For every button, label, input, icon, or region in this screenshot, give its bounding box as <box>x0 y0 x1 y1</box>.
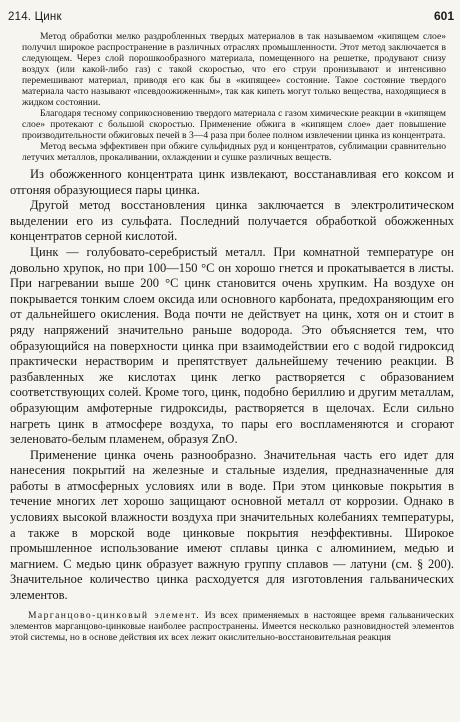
main-paragraph: Применение цинка очень разнообразно. Значительная часть его идет для нанесения покрытий на железные и стальные изделия, предназначенные для работы в атмосферных условиях или в воде. При этом цинковые покрытия в течение многих лет хорошо защищают основной металл от коррозии. Однако в условиях высокой влажности воздуха при значительных колебаниях температуры, а также в морской воде цинковые покрытия неэффективны. Широкое промышленное использование имеют сплавы цинка с алюминием, медью и магнием. С медью цинк образует важную группу сплавов — латуни (см. § 200). Значительное количество цинка расходуется для изготовления гальванических элементов. <box>10 447 454 603</box>
page-number: 601 <box>433 9 454 23</box>
main-paragraph: Другой метод восстановления цинка заключается в электролитическом выделении его из сульфата. Последний получается обработкой обожженных концентратов серной кислотой. <box>10 198 454 244</box>
small-paragraph: Метод обработки мелко раздробленных твердых материалов в так называемом «кипящем слое» получил широкое распространение в различных отраслях промышленности. Этот метод заключается в следующем. Через слой порошкообразного материала, помещенного на решетке, продувают снизу воздух (или какой-либо газ) с такой скоростью, что его струи пронизывают и интенсивно перемешивают материал, приводя его как бы в «кипящее» состояние. Такое состояние твердого материала часто называют «псевдоожиженным», так как кипеть могут только вещества, находящиеся в жидком состоянии. <box>22 31 446 108</box>
small-print-block <box>8 31 454 163</box>
footer-paragraph <box>10 610 454 644</box>
main-paragraph: Из обожженного концентрата цинк извлекают, восстанавливая его коксом и отгоняя образующиеся пары цинка. <box>10 167 454 197</box>
main-paragraph: Цинк — голубовато-серебристый металл. При комнатной температуре он довольно хрупок, но при 100—150 °С он хорошо гнется и прокатывается в листы. При нагревании выше 200 °С цинк становится очень хрупким. На воздухе он покрывается тонким слоем оксида или основного карбоната, предохраняющим его от дальнейшего окисления. Вода почти не действует на цинк, хотя он и стоит в ряду напряжений значительно раньше водорода. Это объясняется тем, что образующийся на поверхности цинка при взаимодействии его с водой гидроксид практически нерастворим и препятствует дальнейшему течению реакции. В разбавленных же кислотах цинк легко растворяется с образованием соответствующих солей. Кроме того, цинк, подобно бериллию и другим металлам, образующим амфотерные гидроксиды, растворяется в щелочах. Если сильно нагреть цинк в атмосфере воздуха, то пары его воспламеняются и сгорают зеленовато-белым пламенем, образуя ZnO. <box>10 244 454 447</box>
section-term: Марганцово-цинковый элемент. <box>28 609 201 621</box>
main-text-block <box>8 167 454 604</box>
small-paragraph: Благодаря тесному соприкосновению твердого материала с газом химические реакции в «кипящем слое» протекают с большой скоростью. Применение обжига в «кипящем слое» дает повышение производительности обжиговых печей в 3—4 раза при более полном извлечении цинка из концентрата. <box>22 108 446 141</box>
footer-text: Из всех применяемых в настоящее время гальванических элементов марганцово-цинковые наиболее распространены. Имеется несколько разновидностей элементов этой системы, но в основе действия их всех лежит окислительно-восстановительная реакция <box>10 609 454 644</box>
running-header <box>8 5 454 27</box>
running-title: 214. Цинк <box>8 11 62 23</box>
footer-small-block <box>8 610 454 644</box>
small-paragraph: Метод весьма эффективен при обжиге сульфидных руд и концентратов, сублимации сравнительно летучих металлов, прокаливании, охлаждении и сушке различных веществ. <box>22 141 446 163</box>
